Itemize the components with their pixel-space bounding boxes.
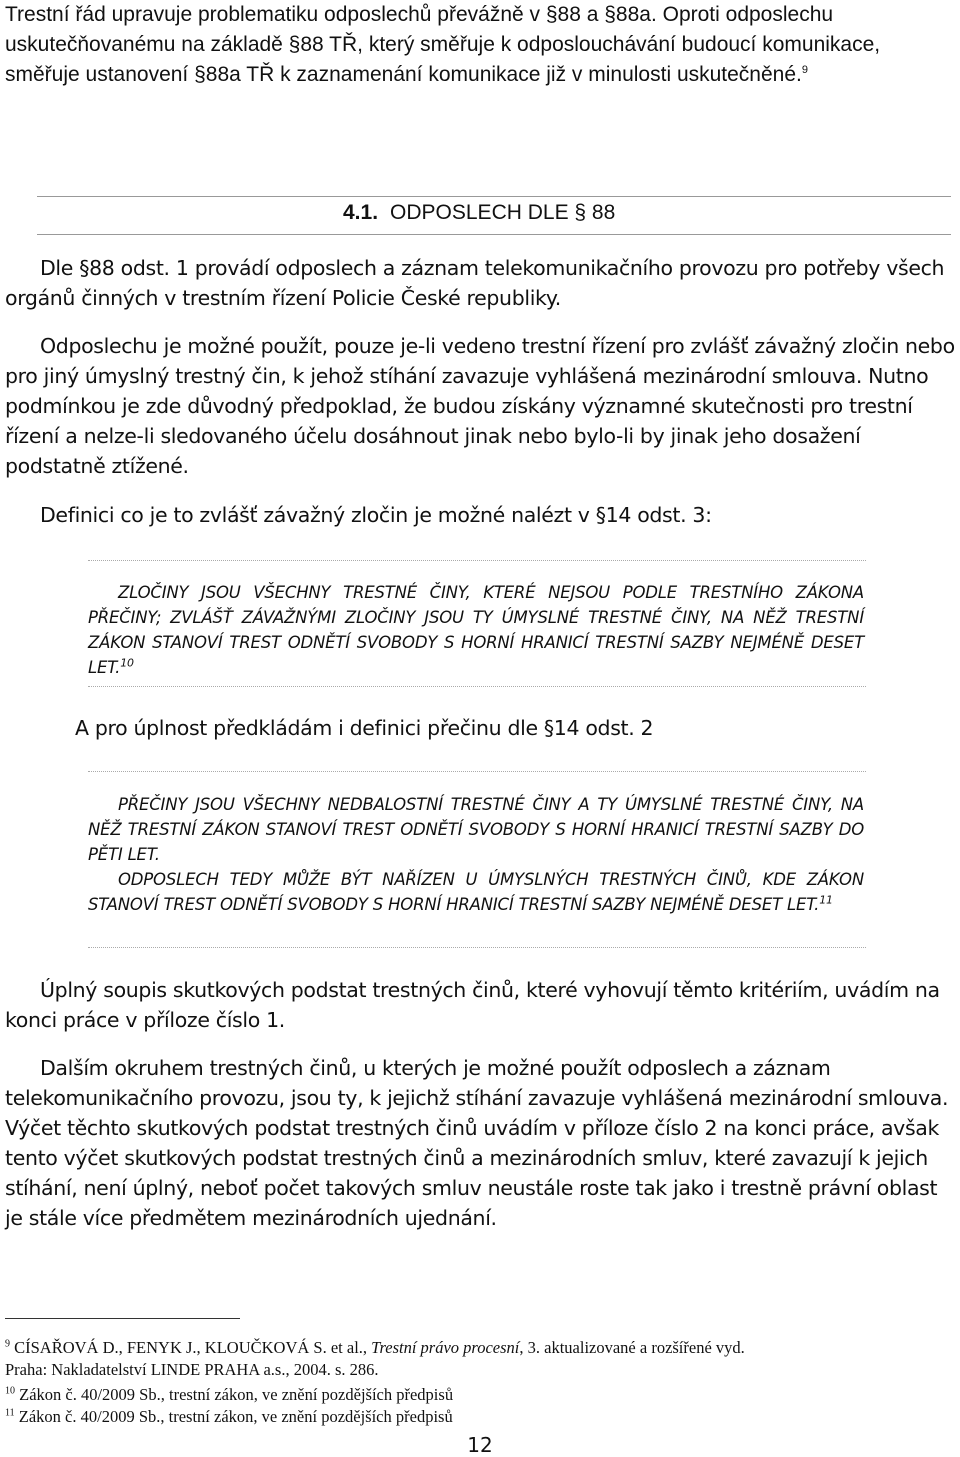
- footnote: $^{11}$ Zákon č. 40/2009 Sb., trestní zákon, ve znění pozdějších předpisů: [5, 1407, 453, 1426]
- legal-quote: ZLOČINY JSOU VŠECHNY TRESTNÉ ČINY, KTERÉ NEJSOU PODLE TRESTNÍHO ZÁKONA PŘEČINY; ZVLÁŠŤ ZÁVAŽNÝMI ZLOČINY JSOU TY ÚMYSLNÉ TRESTNÉ ČINY, NA NĚŽ TRESTNÍ ZÁKON STANOVÍ TREST ODNĚTÍ SVOBODY S HORNÍ HRANICÍ TRESTNÍ SAZBY NEJMÉNĚ DESET LET.$^{10}$: [88, 583, 864, 677]
- paragraph: Dalším okruhem trestných činů, u kterých je možné použít odposlech a záznam telekomunikačního provozu, jsou ty, k jejichž stíhání zavazuje vyhlášená mezinárodní smlouva. Výčet těchto skutkových podstat trestných činů uvádím v příloze číslo 2 na konci práce, avšak tento výčet skutkových podstat trestných činů a mezinárodních smluv, které zavazují k jejich stíhání, není úplný, neboť počet takových smluv neustále roste tak jako i trestně právní oblast je stále více předmětem mezinárodních ujednání.: [5, 1056, 949, 1230]
- footnote-ref[interactable]: 11: [819, 893, 833, 907]
- footnote-ref[interactable]: 10: [120, 656, 134, 670]
- paragraph: Úplný soupis skutkových podstat trestných činů, které vyhovují těmto kritériím, uvádím na konci práce v příloze číslo 1.: [5, 978, 940, 1032]
- section-number: 4.1.: [343, 201, 379, 224]
- section-heading: [343, 198, 615, 228]
- paragraph: Odposlechu je možné použít, pouze je-li vedeno trestní řízení pro zvlášť závažný zločin nebo pro jiný úmyslný trestný čin, k jehož stíhání zavazuje vyhlášená mezinárodní smlouva. Nutno podmínkou je zde důvodný předpoklad, že budou získány významné skutečnosti pro trestní řízení a nelze-li sledovaného účelu dosáhnout jinak nebo bylo-li by jinak jeho dosažení podstatně ztížené.: [5, 334, 955, 478]
- paragraph: A pro úplnost předkládám i definici přečinu dle §14 odst. 2: [75, 716, 654, 740]
- section-title: ODPOSLECH DLE § 88: [390, 201, 616, 224]
- intro-paragraph: Trestní řád upravuje problematiku odposlechů převážně v §88 a §88a. Oproti odposlechu uskutečňovanému na základě §88 TŘ, který směřuje k odposlouchávání budoucí komunikace, směřuje ustanovení §88a TŘ k zaznamenání komunikace již v minulosti uskutečněné.$^9$: [5, 3, 881, 86]
- footnote: $^9$ CÍSAŘOVÁ D., FENYK J., KLOUČKOVÁ S. et al., Trestní právo procesní, 3. aktualizované a rozšířené vyd. Praha: Nakladatelství LINDE PRAHA a.s., 2004. s. 286.: [5, 1338, 745, 1379]
- page-number: 12: [467, 1433, 493, 1457]
- footnote-ref[interactable]: 9: [801, 64, 808, 76]
- paragraph: Dle §88 odst. 1 provádí odposlech a záznam telekomunikačního provozu pro potřeby všech orgánů činných v trestním řízení Policie České republiky.: [5, 256, 945, 310]
- heading-top-rule: [37, 196, 951, 197]
- footnote-separator: [5, 1318, 240, 1319]
- heading-bottom-rule: [37, 234, 951, 235]
- quote-top-rule: [88, 771, 866, 772]
- quote-top-rule: [88, 560, 866, 561]
- quote-bottom-rule: [88, 947, 866, 948]
- paragraph: Definici co je to zvlášť závažný zločin je možné nalézt v §14 odst. 3:: [40, 503, 712, 527]
- legal-quote: PŘEČINY JSOU VŠECHNY NEDBALOSTNÍ TRESTNÉ ČINY A TY ÚMYSLNÉ TRESTNÉ ČINY, NA NĚŽ TRESTNÍ ZÁKON STANOVÍ TREST ODNĚTÍ SVOBODY S HORNÍ HRANICÍ TRESTNÍ SAZBY DO PĚTI LET. ODPOSLECH TEDY MŮŽE BÝT NAŘÍZEN U ÚMYSLNÝCH TRESTNÝCH ČINŮ, KDE ZÁKON STANOVÍ TREST ODNĚTÍ SVOBODY S HORNÍ HRANICÍ TRESTNÍ SAZBY NEJMÉNĚ DESET LET.$^{11}$: [88, 795, 864, 914]
- quote-bottom-rule: [88, 686, 866, 687]
- footnote: $^{10}$ Zákon č. 40/2009 Sb., trestní zákon, ve znění pozdějších předpisů: [5, 1385, 454, 1404]
